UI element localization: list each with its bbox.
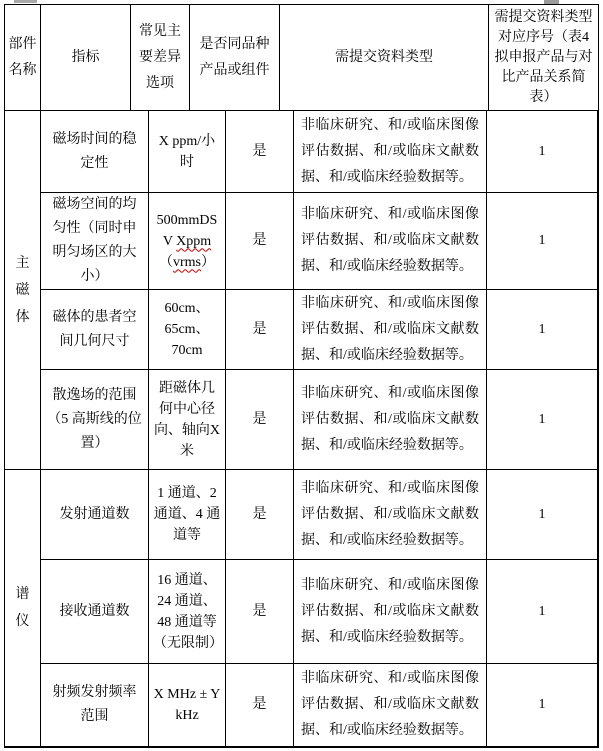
indicator-cell: 散逸场的范围（5 高斯线的位置） <box>41 370 149 469</box>
indicator-cell: 射频发射频率范围 <box>41 664 149 746</box>
serial-cell: 1 <box>487 111 598 192</box>
indicator-cell: 接收通道数 <box>41 560 149 663</box>
materials-cell: 非临床研究、和/或临床图像评估数据、和/或临床文献数据、和/或临床经验数据等。 <box>294 560 487 663</box>
screenshot-artifact-left <box>14 0 37 3</box>
options-cell: X ppm/小时 <box>149 111 226 192</box>
options-cell: 距磁体几何中心径向、轴向X米 <box>149 370 226 469</box>
table-header-row <box>5 5 598 111</box>
table-row <box>41 664 598 746</box>
spellcheck-underline: Xppm <box>176 233 212 249</box>
component-group-spectrometer <box>5 470 598 746</box>
same-kind-cell: 是 <box>226 470 294 559</box>
header-material-type: 需提交资料类型 <box>280 5 489 110</box>
serial-cell: 1 <box>487 193 598 289</box>
indicator-cell: 磁场空间的均匀性（同时申明匀场区的大小） <box>41 193 149 289</box>
indicator-cell: 发射通道数 <box>41 470 149 559</box>
materials-cell: 非临床研究、和/或临床图像评估数据、和/或临床文献数据、和/或临床经验数据等。 <box>294 290 487 369</box>
header-material-serial: 需提交资料类型对应序号（表4 拟申报产品与对比产品关系简表） <box>494 9 593 105</box>
component-name-cell: 主磁体 <box>5 111 41 469</box>
table-row <box>41 470 598 560</box>
options-cell: 60cm、65cm、70cm <box>149 290 226 369</box>
same-kind-cell: 是 <box>226 370 294 469</box>
materials-cell: 非临床研究、和/或临床图像评估数据、和/或临床文献数据、和/或临床经验数据等。 <box>294 111 487 192</box>
serial-cell: 1 <box>487 470 598 559</box>
component-group-main-magnet <box>5 111 598 470</box>
same-kind-cell: 是 <box>226 193 294 289</box>
options-cell: X MHz ± Y kHz <box>149 664 226 746</box>
same-kind-cell: 是 <box>226 290 294 369</box>
options-cell: 500mmDS V Xppm （vrms） <box>149 193 226 289</box>
comparison-table <box>4 4 599 748</box>
options-cell: 1 通道、2 通道、4 通道等 <box>149 470 226 559</box>
spellcheck-underline: vrms <box>173 254 201 270</box>
materials-cell: 非临床研究、和/或临床图像评估数据、和/或临床文献数据、和/或临床经验数据等。 <box>294 470 487 559</box>
header-component-name: 部件名称 <box>5 5 41 110</box>
table-row <box>41 560 598 664</box>
header-indicator: 指标 <box>41 5 131 110</box>
materials-cell: 非临床研究、和/或临床图像评估数据、和/或临床文献数据、和/或临床经验数据等。 <box>294 193 487 289</box>
serial-cell: 1 <box>487 290 598 369</box>
header-same-kind: 是否同品种产品或组件 <box>190 5 280 110</box>
options-cell: 16 通道、24 通道、48 通道等（无限制） <box>149 560 226 663</box>
table-row <box>41 370 598 469</box>
table-row <box>41 193 598 290</box>
serial-cell: 1 <box>487 664 598 746</box>
table-row <box>41 111 598 193</box>
serial-cell: 1 <box>487 560 598 663</box>
same-kind-cell: 是 <box>226 560 294 663</box>
component-name-cell: 谱仪 <box>5 470 41 746</box>
indicator-cell: 磁体的患者空间几何尺寸 <box>41 290 149 369</box>
same-kind-cell: 是 <box>226 111 294 192</box>
materials-cell: 非临床研究、和/或临床图像评估数据、和/或临床文献数据、和/或临床经验数据等。 <box>294 664 487 746</box>
same-kind-cell: 是 <box>226 664 294 746</box>
header-common-difference-options: 常见主要差异选项 <box>131 5 190 110</box>
serial-cell: 1 <box>487 370 598 469</box>
table-row <box>41 290 598 370</box>
indicator-cell: 磁场时间的稳定性 <box>41 111 149 192</box>
materials-cell: 非临床研究、和/或临床图像评估数据、和/或临床文献数据、和/或临床经验数据等。 <box>294 370 487 469</box>
